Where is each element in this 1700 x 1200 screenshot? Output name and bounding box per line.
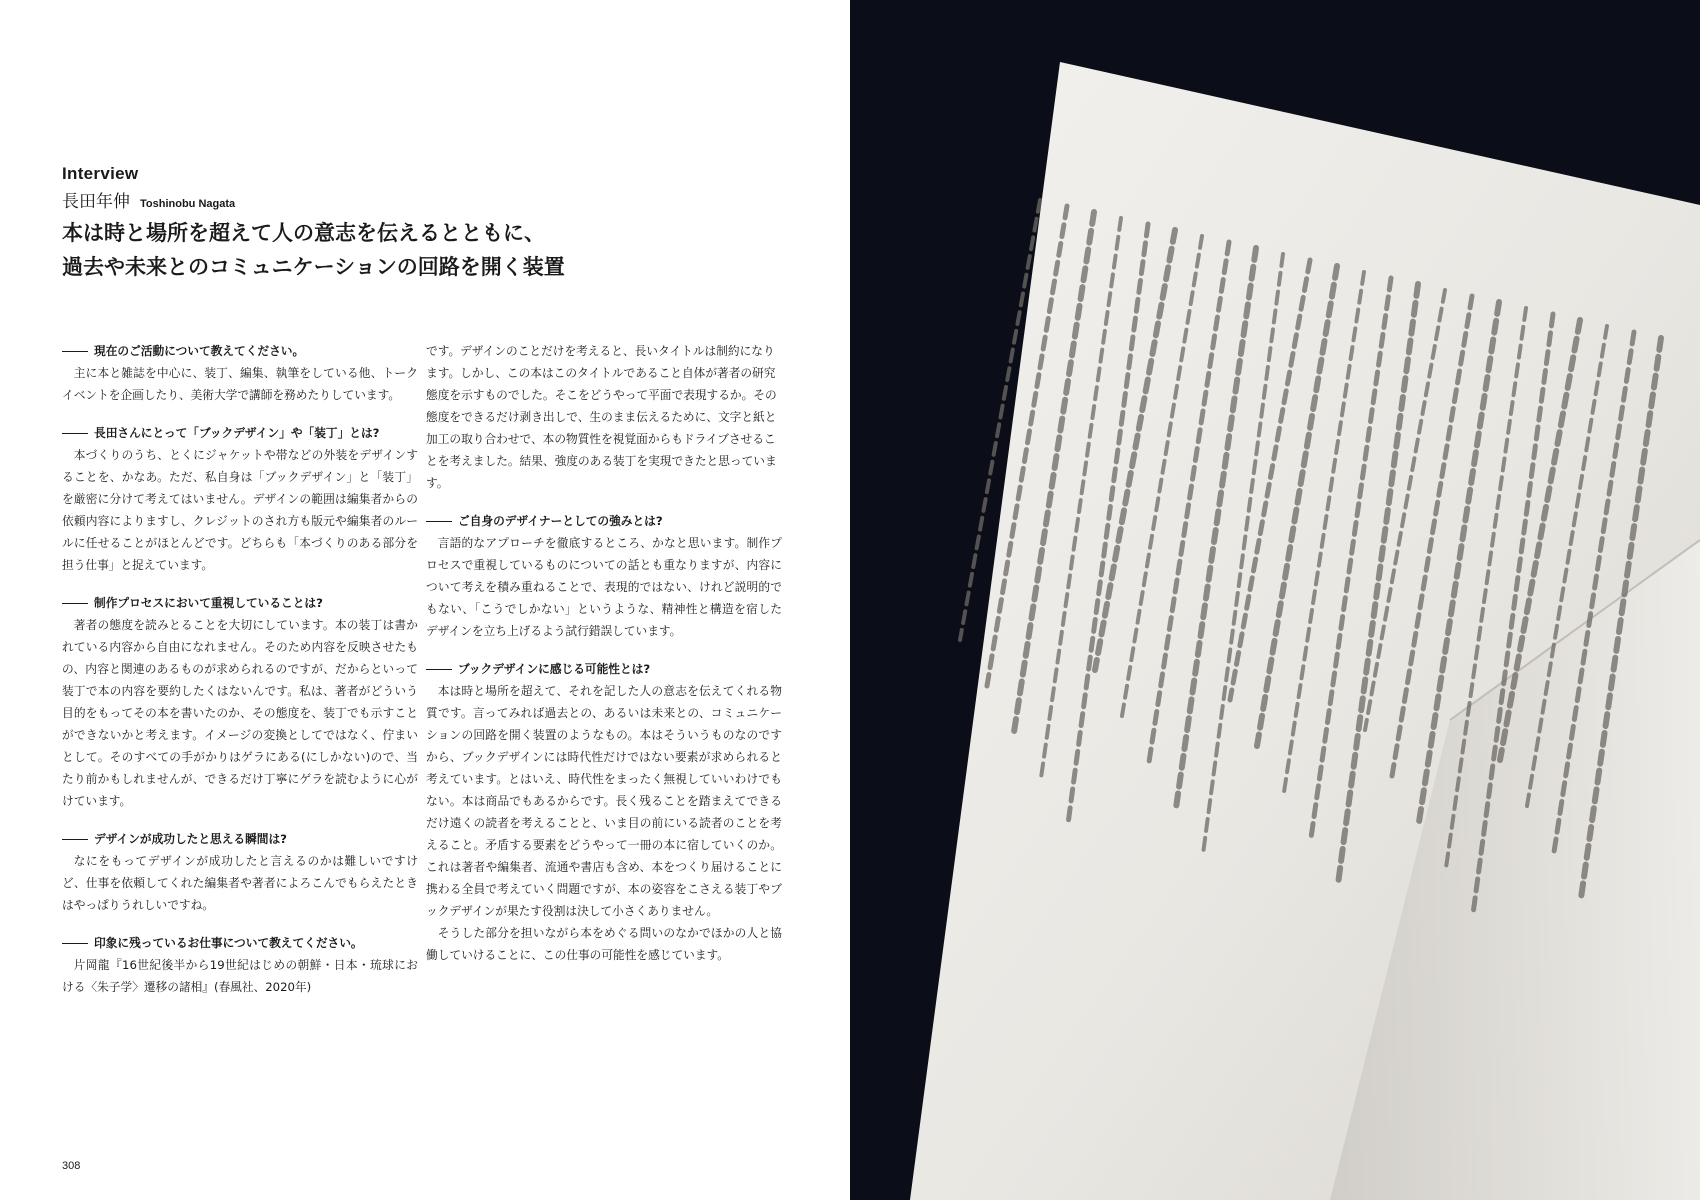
answer-paragraph: 本づくりのうち、とくにジャケットや帯などの外装をデザインすることを、かなあ。ただ、私自身は「ブックデザイン」と「装丁」を厳密に分けて考えてはいません。デザインの範囲は編集者からの依頼内容によりますし、クレジットのされ方も版元や編集者のルールに任せることがほとんどです。どちらも「本づくりのある部分を担う仕事」と捉えています。: [62, 448, 418, 572]
question-heading: [62, 932, 418, 954]
question-heading: [426, 658, 782, 680]
section-label: Interview: [62, 164, 139, 183]
question-text: 長田さんにとって「ブックデザイン」や「装丁」とは?: [94, 426, 380, 440]
headline: [62, 216, 782, 284]
question-text: ご自身のデザイナーとしての強みとは?: [458, 514, 663, 528]
em-dash-rule: [62, 603, 88, 604]
answer-paragraph: 著者の態度を読みとることを大切にしています。本の装丁は書かれている内容から自由になれません。そのため内容を反映させたもの、内容と関連のあるものが求められるのですが、だからといって装丁で本の内容を要約したくはないんです。私は、著者がどういう目的をもってその本を書いたのか、その態度を、装丁でも示すことができないかと考えます。イメージの変換としてではなく、佇まいとして。そのすべての手がかりはゲラにある(にしかない)ので、当たり前かもしれませんが、できるだけ丁寧にゲラを読むように心がけています。: [62, 618, 418, 808]
question-text: デザインが成功したと思える瞬間は?: [94, 832, 287, 846]
book-photo: [850, 0, 1700, 1200]
answer-paragraph: 片岡龍『16世紀後半から19世紀はじめの朝鮮・日本・琉球における〈朱子学〉遷移の諸相』(春風社、2020年): [62, 958, 418, 994]
question-heading: [62, 340, 418, 362]
question-heading: [62, 592, 418, 614]
em-dash-rule: [62, 943, 88, 944]
answer-paragraph: なにをもってデザインが成功したと言えるのかは難しいですけど、仕事を依頼してくれた編集者や著者によろこんでもらえたときはやっぱりうれしいですね。: [62, 854, 418, 912]
right-text-column: [426, 340, 782, 966]
headline-line: 過去や未来とのコミュニケーションの回路を開く装置: [62, 254, 565, 279]
answer-paragraph: 主に本と雑誌を中心に、装丁、編集、執筆をしている他、トークイベントを企画したり、美術大学で講師を務めたりしています。: [62, 366, 418, 402]
question-heading: [62, 828, 418, 850]
author-name-en: Toshinobu Nagata: [140, 198, 236, 210]
question-heading: [62, 422, 418, 444]
author-name: [62, 187, 235, 212]
em-dash-rule: [62, 433, 88, 434]
answer-paragraph: 本は時と場所を超えて、それを記した人の意志を伝えてくれる物質です。言ってみれば過去との、あるいは未来との、コミュニケーションの回路を開く装置のようなもの。本はそういうものなのですから、ブックデザインには時代性だけではない要素が求められると考えています。とはいえ、時代性をまったく無視していいわけでもない。本は商品でもあるからです。長く残ることを踏まえてできるだけ遠くの読者を考えることと、いま目の前にいる読者のことを考えること。矛盾する要素をどうやって一冊の本に宿していくのか。これは著者や編集者、流通や書店も含め、本をつくり届けることに携わる全員で考えていく問題ですが、本の姿容をこさえる装丁やブックデザインが果たす役割は決して小さくありません。: [426, 684, 782, 918]
answer-paragraph: です。デザインのことだけを考えると、長いタイトルは制約になります。しかし、この本はこのタイトルであること自体が著者の研究態度を示すものでした。そこをどうやって平面で表現するか。その態度をできるだけ剥き出しで、生のまま伝えるために、文字と紙と加工の取り合わせで、本の物質性を視覚面からもドライブさせることを考えました。結果、強度のある装丁を実現できたと思っています。: [426, 344, 777, 490]
question-text: 制作プロセスにおいて重視していることは?: [94, 596, 323, 610]
em-dash-rule: [426, 521, 452, 522]
question-heading: [426, 510, 782, 532]
em-dash-rule: [426, 669, 452, 670]
answer-paragraph: 言語的なアプローチを徹底するところ、かなと思います。制作プロセスで重視しているものについての話とも重なりますが、内容について考えを積み重ねることで、表現的ではない、けれど説明的でもない、「こうでしかない」というような、精神性と構造を宿したデザインを立ち上げるよう試行錯誤しています。: [426, 536, 782, 638]
em-dash-rule: [62, 839, 88, 840]
author-name-ja: 長田年伸: [62, 192, 130, 212]
question-text: 現在のご活動について教えてください。: [94, 344, 305, 358]
page-number: 308: [62, 1160, 81, 1172]
headline-line: 本は時と場所を超えて人の意志を伝えるとともに、: [62, 220, 545, 245]
question-text: ブックデザインに感じる可能性とは?: [458, 662, 651, 676]
question-text: 印象に残っているお仕事について教えてください。: [94, 936, 363, 950]
left-text-column: [62, 340, 418, 998]
answer-paragraph: そうした部分を担いながら本をめぐる問いのなかでほかの人と協働していけることに、この仕事の可能性を感じています。: [426, 926, 782, 962]
em-dash-rule: [62, 351, 88, 352]
open-book-photo: [850, 0, 1700, 1200]
